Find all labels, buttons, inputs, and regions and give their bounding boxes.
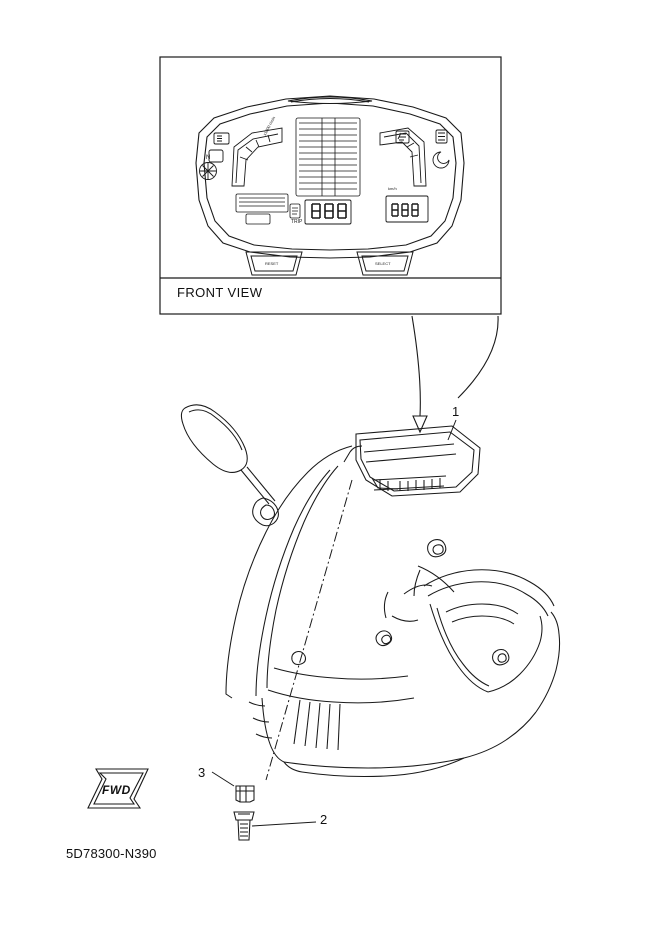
screw-part xyxy=(234,812,254,840)
callout-3: 3 xyxy=(198,765,206,780)
callout-leaders-lower xyxy=(212,772,316,826)
odometer-mode-label: TRIP xyxy=(291,219,303,225)
reset-button-label: RESET xyxy=(265,261,279,266)
meter-unit-part xyxy=(356,426,480,496)
front-view-caption: FRONT VIEW xyxy=(177,285,263,300)
callout-1: 1 xyxy=(452,404,460,419)
speedometer-unit-label: km/h xyxy=(388,186,397,191)
fwd-marker-label: FWD xyxy=(102,783,131,797)
callout-1-leader xyxy=(448,420,456,440)
front-cowling-assembly xyxy=(181,405,559,777)
callout-2: 2 xyxy=(320,812,328,827)
neutral-indicator-label: N xyxy=(206,155,211,161)
collar-part xyxy=(236,786,254,802)
tachometer-unit-label: x1000 r/min xyxy=(262,115,277,137)
part-number-label: 5D78300-N390 xyxy=(66,846,157,861)
front-view-inset xyxy=(160,57,501,314)
select-button-label: SELECT xyxy=(375,261,391,266)
